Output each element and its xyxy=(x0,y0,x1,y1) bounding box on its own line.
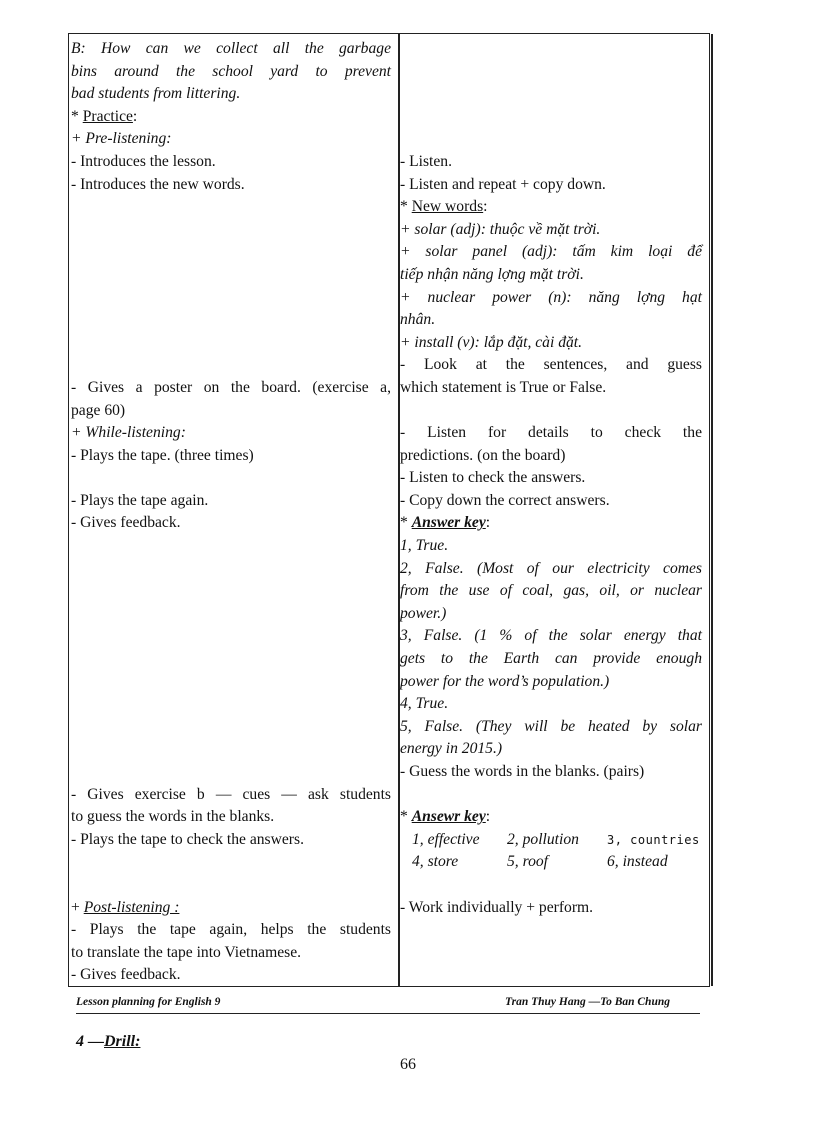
practice-heading: * Practice: xyxy=(71,107,138,125)
left-line: - Gives feedback. xyxy=(71,966,181,984)
drill-label: Drill: xyxy=(104,1033,141,1050)
answer-line: 3, False. (1 % of the solar energy that xyxy=(400,627,702,645)
left-line: bad students from littering. xyxy=(71,85,241,103)
right-line: - Look at the sentences, and guess xyxy=(400,356,702,374)
vocab-line: + solar panel (adj): tấm kim loại để xyxy=(400,243,702,261)
page-number: 66 xyxy=(400,1056,416,1073)
drill-heading: 4 —Drill: xyxy=(76,1033,141,1050)
key-answer: 6, instead xyxy=(607,853,668,871)
right-line: - Listen and repeat + copy down. xyxy=(400,175,606,193)
right-line: - Work individually + perform. xyxy=(400,898,594,916)
ansewr-key-heading: * Ansewr key: xyxy=(400,808,491,826)
left-line: bins around the school yard to prevent xyxy=(71,62,391,80)
right-line: - Copy down the correct answers. xyxy=(400,491,610,509)
post-listening-label: Post-listening : xyxy=(83,898,180,916)
student-activities-column xyxy=(400,38,702,919)
left-line: - Plays the tape. (three times) xyxy=(71,446,254,464)
left-line: - Plays the tape again. xyxy=(71,491,209,509)
answer-line: energy in 2015.) xyxy=(400,740,503,758)
answer-key-row xyxy=(400,851,702,874)
teacher-activities-column xyxy=(71,38,391,987)
answer-line: power for the word’s population.) xyxy=(400,672,610,690)
right-line: - Guess the words in the blanks. (pairs) xyxy=(400,763,645,780)
answer-line: power.) xyxy=(400,604,447,622)
key-answer: 5, roof xyxy=(507,853,549,871)
while-listening-heading: + While-listening: xyxy=(71,424,186,442)
key-answer: 4, store xyxy=(412,853,459,871)
new-words-heading: * New words: xyxy=(400,198,488,216)
left-line: - Gives exercise b — cues — ask students xyxy=(71,785,391,803)
left-line: - Plays the tape again, helps the students xyxy=(71,921,391,939)
practice-label: Practice xyxy=(82,107,133,125)
ansewr-key-label: Ansewr key xyxy=(411,808,486,826)
vocab-line: + nuclear power (n): năng lợng hạt xyxy=(400,288,702,306)
answer-line: 5, False. (They will be heated by solar xyxy=(400,717,702,735)
answer-key-heading: * Answer key: xyxy=(400,514,491,532)
left-line: page 60) xyxy=(71,401,126,419)
vocab-line: nhân. xyxy=(400,311,436,329)
vocab-line: tiếp nhận năng lợng mặt trời. xyxy=(400,265,584,283)
vocab-line: + install (v): lắp đặt, cài đặt. xyxy=(400,333,583,351)
left-line: to translate the tape into Vietnamese. xyxy=(71,943,302,961)
left-line: - Introduces the new words. xyxy=(71,175,245,193)
key-answer: 3, countries xyxy=(607,832,700,847)
left-line: - Plays the tape to check the answers. xyxy=(71,830,304,848)
key-answer: 1, effective xyxy=(412,830,480,848)
post-listening-heading: + Post-listening : xyxy=(71,898,180,916)
footer-left: Lesson planning for English 9 xyxy=(76,996,221,1008)
answer-key-row xyxy=(400,829,702,852)
left-line: to guess the words in the blanks. xyxy=(71,808,275,826)
footer-right: Tran Thuy Hang —To Ban Chung xyxy=(505,996,670,1008)
footer-rule xyxy=(76,1013,700,1014)
lesson-table xyxy=(68,33,710,987)
answer-key-label: Answer key xyxy=(411,514,486,532)
left-line: - Introduces the lesson. xyxy=(71,152,216,170)
answer-line: from the use of coal, gas, oil, or nuclear xyxy=(400,582,702,600)
left-line: B: How can we collect all the garbage xyxy=(71,40,391,57)
right-line: predictions. (on the board) xyxy=(400,446,566,464)
right-line: which statement is True or False. xyxy=(400,378,607,396)
new-words-label: New words xyxy=(411,198,484,216)
left-line: - Gives a poster on the board. (exercise a, xyxy=(71,378,391,396)
answer-line: 1, True. xyxy=(400,537,449,555)
right-line: - Listen to check the answers. xyxy=(400,469,586,487)
pre-listening-heading: + Pre-listening: xyxy=(71,130,172,148)
right-line: - Listen for details to check the xyxy=(400,424,702,442)
left-line: - Gives feedback. xyxy=(71,514,181,532)
answer-line: 2, False. (Most of our electricity comes xyxy=(400,559,702,577)
right-line: - Listen. xyxy=(400,152,452,170)
answer-line: gets to the Earth can provide enough xyxy=(400,650,702,668)
answer-line: 4, True. xyxy=(400,695,449,713)
key-answer: 2, pollution xyxy=(507,830,579,848)
vocab-line: + solar (adj): thuộc về mặt trời. xyxy=(400,220,601,238)
